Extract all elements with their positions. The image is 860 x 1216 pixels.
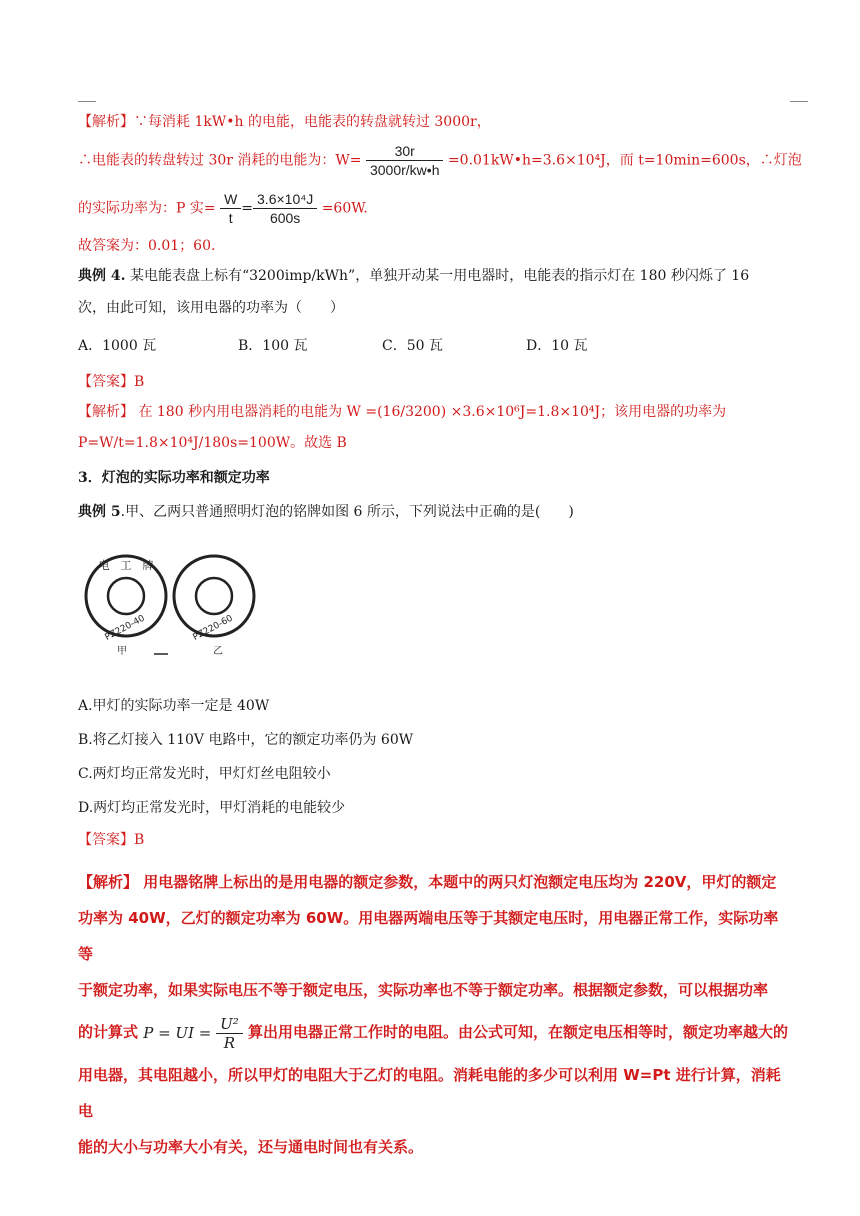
example-5-option-a: A.甲灯的实际功率一定是 40W [78,698,270,714]
example-4-option-a: A．1000 瓦 [78,338,157,354]
example-5-analysis-line-6: 能的大小与功率大小有关，还与通电时间也有关系。 [78,1137,424,1156]
analysis-line-2-post: =0.01kW•h=3.6×10⁴J，而 t=10min=600s，∴灯泡 [447,152,802,169]
analysis-line-1: 【解析】∵每消耗 1kW•h 的电能，电能表的转盘就转过 3000r， [78,114,491,130]
lamp-2-nameplate [174,556,254,657]
power-formula-num: U² [216,1015,243,1034]
example-5-analysis [78,864,788,1165]
example-4-option-d: D．10 瓦 [526,338,588,354]
section-3-title: 3．灯泡的实际功率和额定功率 [78,470,270,486]
example-4-analysis-1: 【解析】 在 180 秒内用电器消耗的电能为 W =(16/3200) ×3.6×10⁶J=1.8×10⁴J；该用电器的功率为 [78,404,727,420]
example-4-text-2: 次，由此可知，该用电器的功率为（ ） [78,300,344,316]
example-5-analysis-line-4 [78,1008,788,1057]
analysis-line-2 [78,142,802,179]
power-fraction-1-den: t [228,210,233,226]
analysis-line-3-post: =60W. [321,200,368,217]
lamp-1-rating: PZ220-40 [103,613,147,643]
analysis-line-3: 的实际功率为：P 实= $\frac{W}{t}$ = $\frac{\text{3.6×10⁴J}}{600s}$ =60W. [78,191,368,226]
energy-fraction [366,142,444,179]
analysis-line-2-pre: ∴电能表的转盘转过 30r 消耗的电能为：W= [78,152,362,169]
energy-fraction-den: 3000r/kw•h [369,162,440,178]
power-fraction-2 [253,190,317,227]
power-formula-den: R [223,1034,236,1052]
lamp-2-label: 乙 [213,646,223,657]
power-fraction-2-num: 3.6×10⁴J [253,190,317,209]
example-5-analysis-line-5: 用电器，其电阻越小，所以甲灯的电阻大于乙灯的电阻。消耗电能的多少可以利用 W=Pt 进行计算，消耗电 [78,1065,781,1120]
lamp-1-label: 甲 [117,646,127,657]
power-fraction-1 [220,190,241,227]
analysis-line-4: 故答案为：0.01；60. [78,238,216,254]
lamp-1-nameplate [86,556,166,657]
lamp-1-brand: 电 工 牌 [98,559,154,572]
analysis-line-3-pre: 的实际功率为：P 实= [78,200,216,217]
example-4-option-c: C．50 瓦 [382,338,443,354]
example-5-formula-pre: 的计算式 [78,1023,144,1041]
power-formula-fraction [216,1015,243,1052]
example-4-line-1 [78,266,749,286]
power-formula [143,1009,243,1057]
energy-fraction-num: 30r [366,142,444,161]
header-mark-left [78,101,96,102]
example-5-option-b: B.将乙灯接入 110V 电路中，它的额定功率仍为 60W [78,732,414,748]
example-5-label: 典例 5 [78,504,121,520]
example-5-option-d: D.两灯均正常发光时，甲灯消耗的电能较少 [78,800,346,816]
power-fraction-1-num: W [220,190,241,209]
example-4-option-b: B．100 瓦 [238,338,308,354]
example-4-text-1: 某电能表盘上标有“3200imp/kWh”，单独开动某一用电器时，电能表的指示灯在 180 秒闪烁了 16 [125,268,750,284]
example-5-analysis-line-1: 【解析】 用电器铭牌上标出的是用电器的额定参数，本题中的两只灯泡额定电压均为 220V，甲灯的额定 [78,873,777,891]
example-5-text: .甲、乙两只普通照明灯泡的铭牌如图 6 所示，下列说法中正确的是( ) [120,504,574,520]
example-5-formula-post: 算出用电器正常工作时的电阻。由公式可知，在额定电压相等时，额定功率越大的 [242,1023,788,1041]
example-5-analysis-line-3: 于额定功率，如果实际电压不等于额定电压，实际功率也不等于额定功率。根据额定参数，可以根据功率 [78,981,769,999]
example-4-analysis-2: P=W/t=1.8×10⁴J/180s=100W。故选 B [78,435,347,451]
power-formula-lhs: P = UI = [143,1023,217,1042]
example-5-answer: 【答案】B [78,832,145,848]
power-fraction-2-den: 600s [269,210,301,226]
lamp-nameplates-figure [82,550,262,662]
example-5-analysis-line-2: 功率为 40W，乙灯的额定功率为 60W。用电器两端电压等于其额定电压时，用电器正常工作，实际功率等 [78,909,779,963]
example-4-options [78,336,588,356]
example-5-option-c: C.两灯均正常发光时，甲灯灯丝电阻较小 [78,766,331,782]
example-5-question [78,502,574,522]
example-4-label: 典例 4. [78,268,126,284]
lamp-2-rating: PZ220-60 [191,613,235,643]
header-mark-right [790,101,808,102]
example-4-answer: 【答案】B [78,374,145,390]
